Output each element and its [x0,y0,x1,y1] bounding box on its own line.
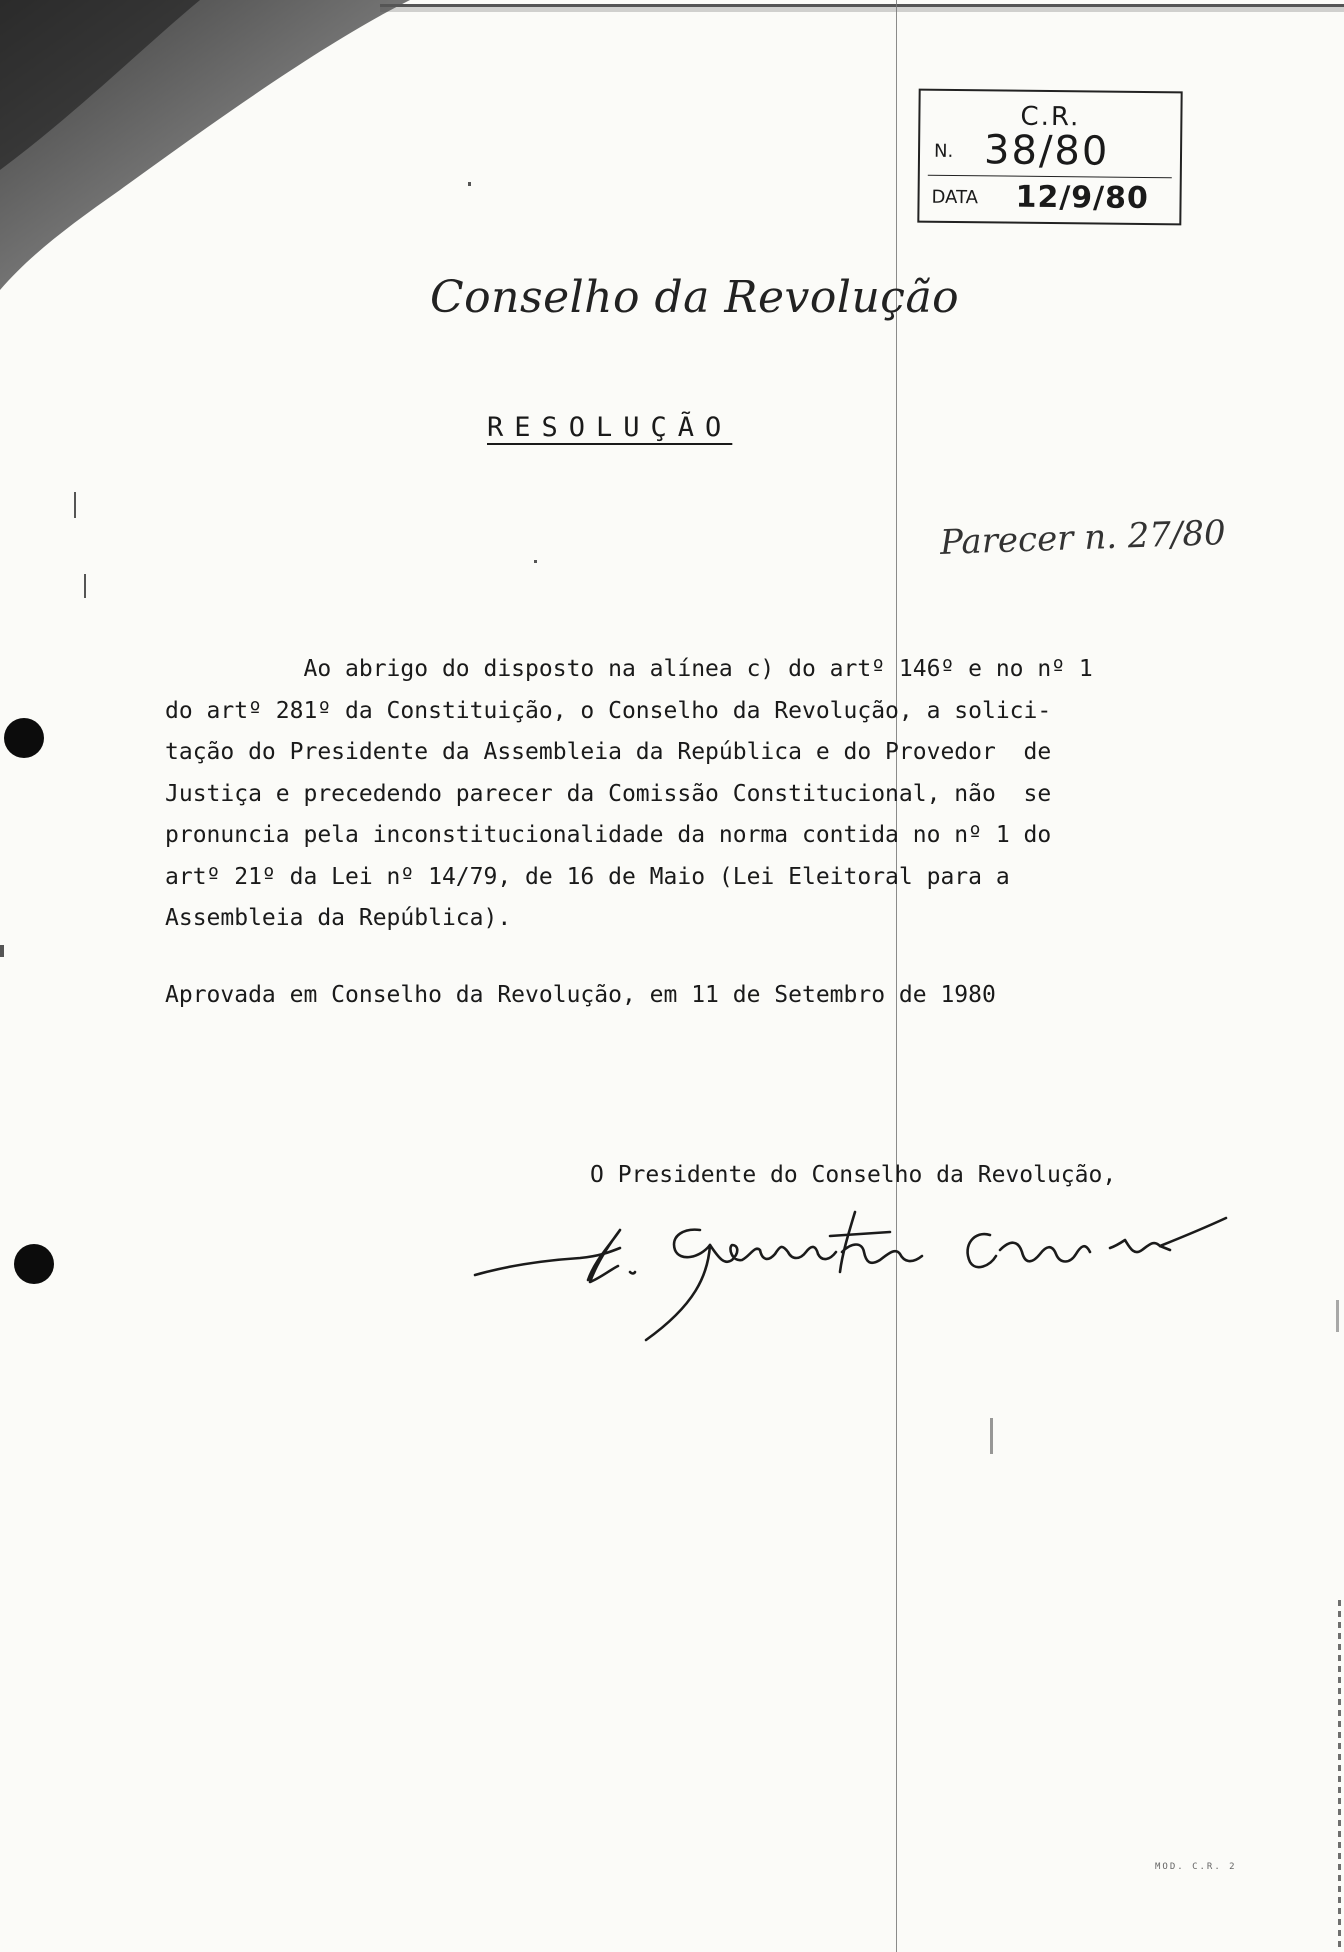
stamp-number-label: N. [933,140,954,162]
scan-corner-shadow [0,0,420,300]
punch-hole-upper [4,718,44,758]
margin-mark [468,182,471,186]
registry-stamp [917,89,1182,226]
margin-mark [990,1418,993,1454]
document-title: RESOLUÇÃO [487,412,733,443]
stamp-date-label: DATA [931,186,979,209]
scan-right-edge [1338,1600,1341,1952]
body-line: tação do Presidente da Assembleia da República e do Provedor de [165,739,1052,765]
stamp-heading: C.R. [1020,101,1081,133]
margin-mark [0,945,4,957]
margin-mark [534,560,537,563]
approval-line: Aprovada em Conselho da Revolução, em 11 de Setembro de 1980 [165,982,996,1008]
signatory-title: O Presidente do Conselho da Revolução, [590,1162,1117,1188]
body-line: Ao abrigo do disposto na alínea c) do artº 146º e no nº 1 [165,656,1093,682]
margin-mark [1336,1300,1339,1332]
reference-note: Parecer n. 27/80 [939,513,1227,563]
body-line: pronuncia pela inconstitucionalidade da norma contida no nº 1 do [165,822,1052,848]
body-line: Justiça e precedendo parecer da Comissão Constitucional, não se [165,780,1052,807]
form-code: MOD. C.R. 2 [1155,1862,1237,1872]
stamp-rule [928,175,1172,179]
handwritten-signature [470,1190,1300,1350]
body-line: artº 21º da Lei nº 14/79, de 16 de Maio (Lei Eleitoral para a [165,863,1010,890]
body-line: Assembleia da República). [165,905,512,931]
resolution-body [165,649,1245,940]
punch-hole-lower [14,1244,54,1284]
stamp-date: 12/9/80 [1015,179,1150,217]
scan-top-edge [380,4,1344,18]
letterhead: Conselho da Revolução [430,272,960,323]
margin-mark [74,492,76,518]
margin-mark [84,574,86,598]
stamp-number: 38/80 [983,127,1110,175]
body-line: do artº 281º da Constituição, o Conselho da Revolução, a solici- [165,697,1052,724]
